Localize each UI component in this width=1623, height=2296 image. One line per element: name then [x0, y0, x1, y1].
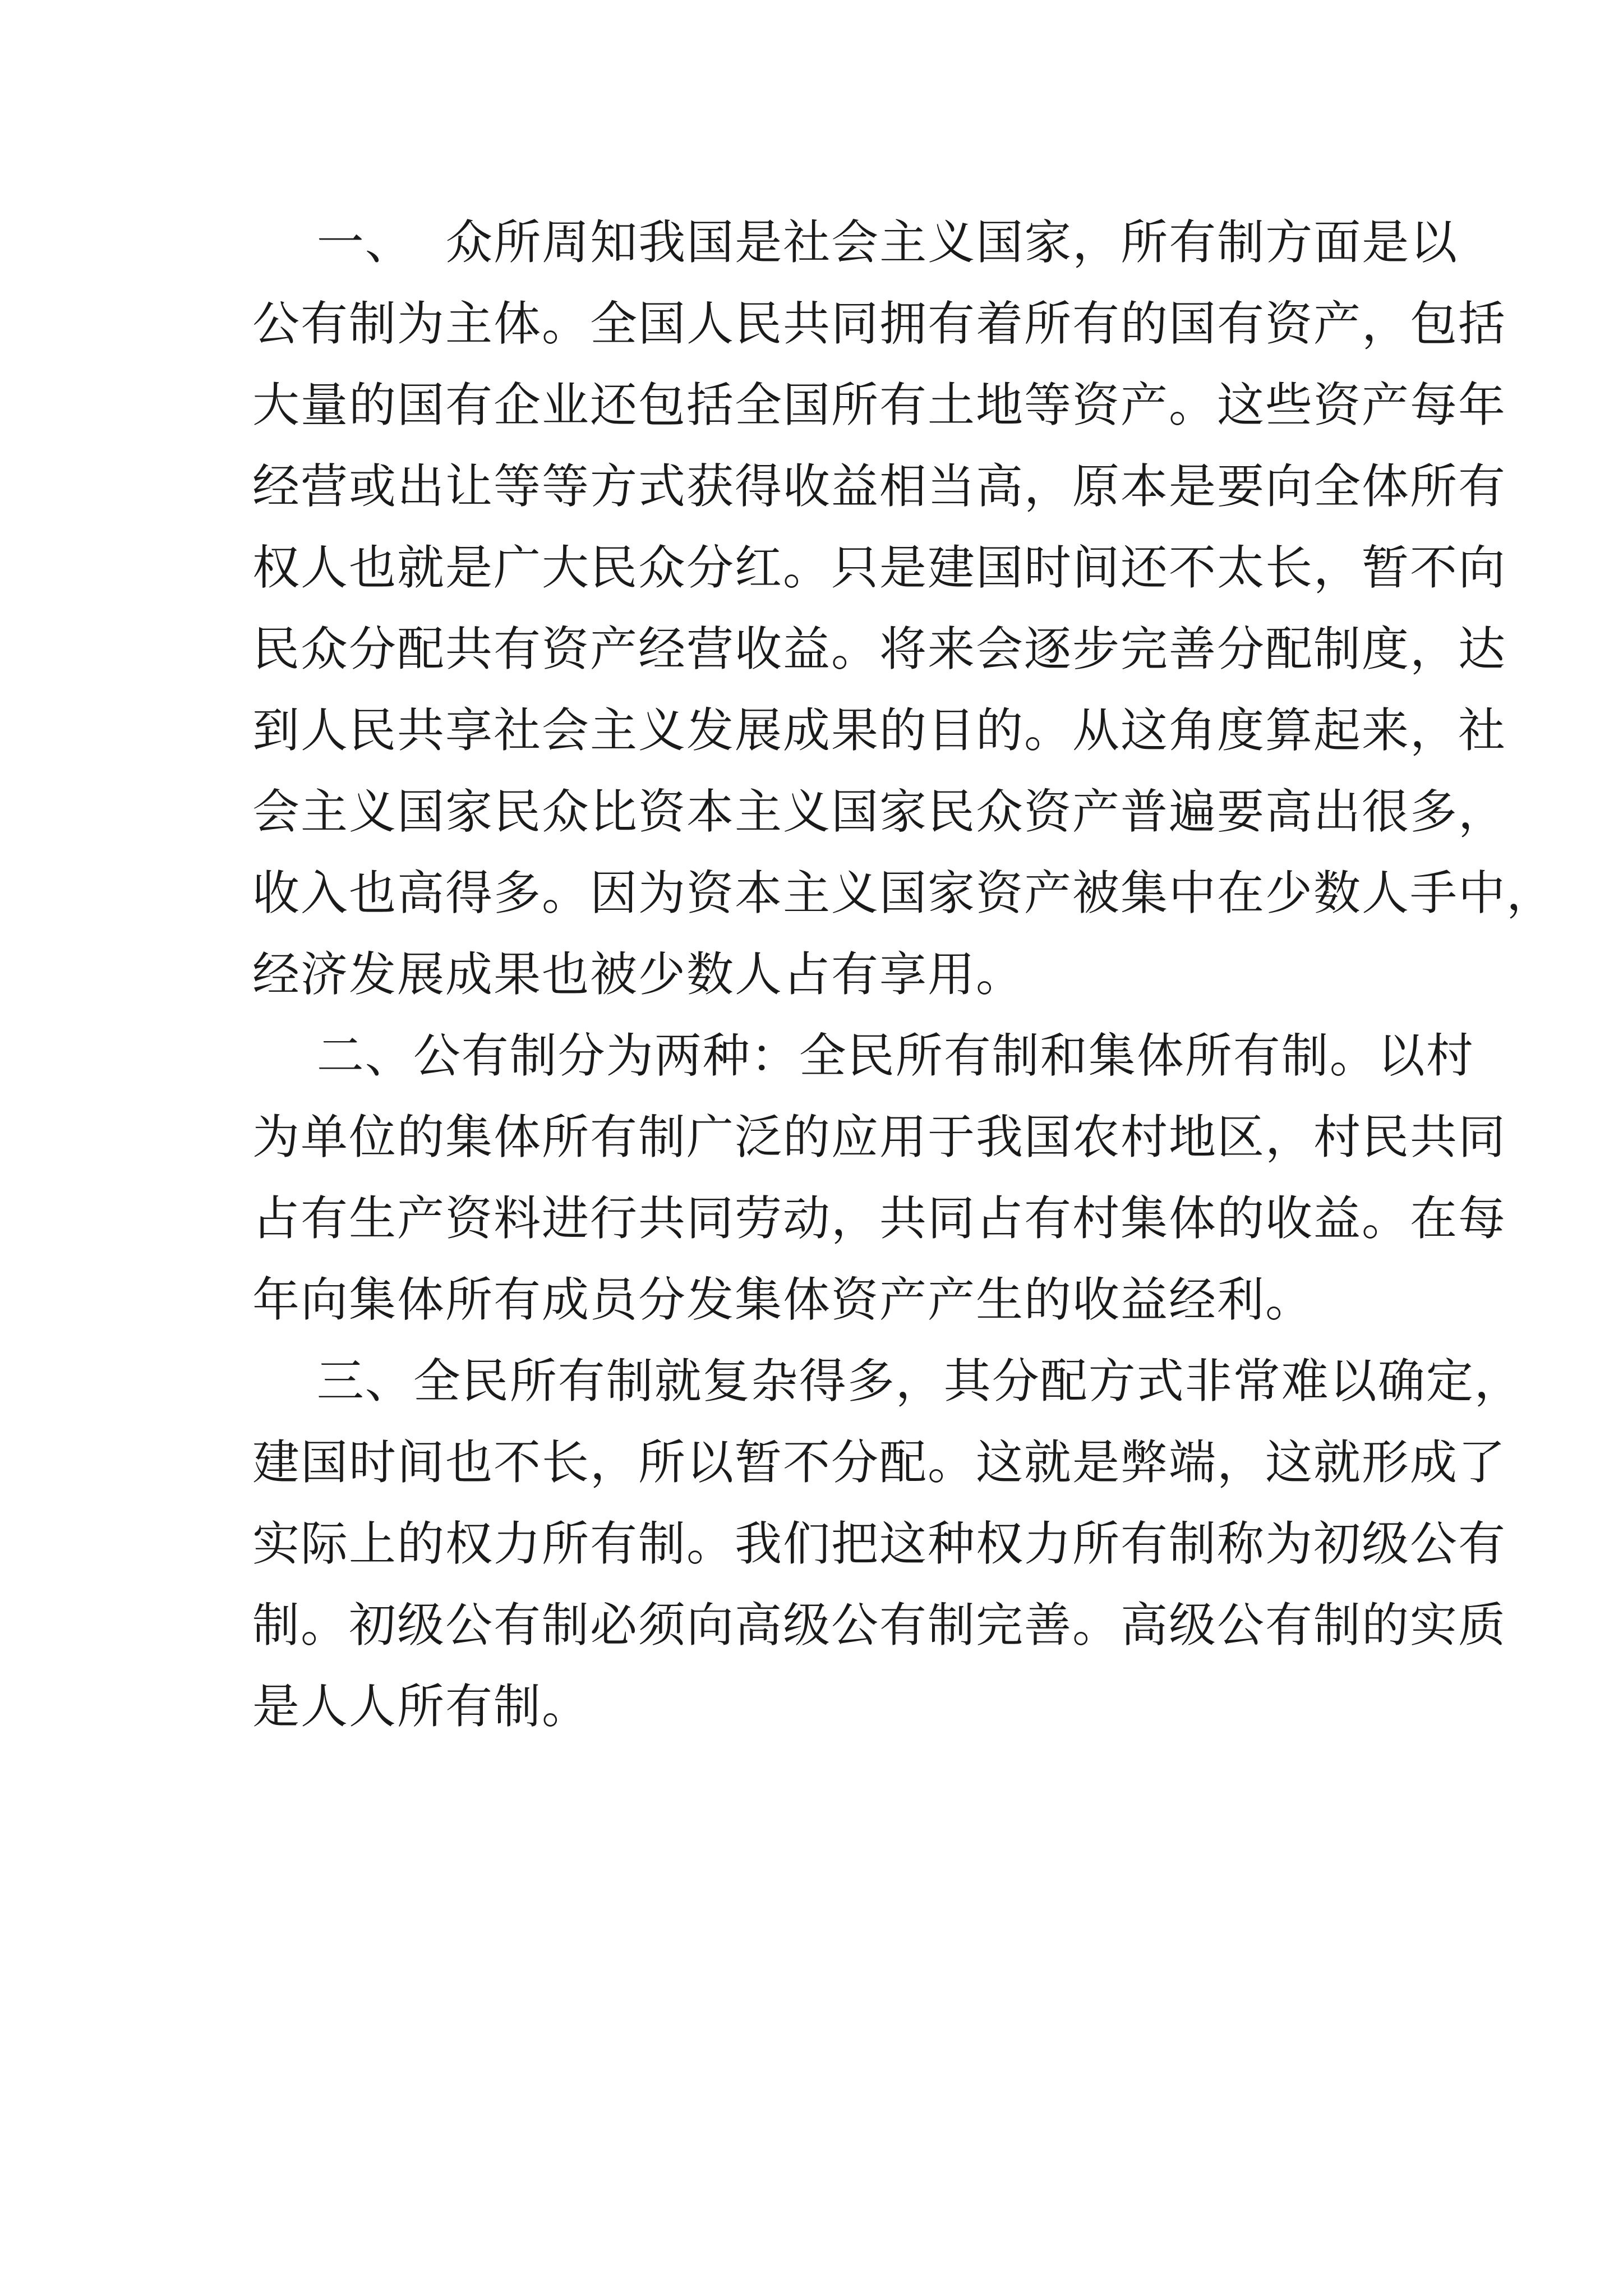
text-line: 权人也就是广大民众分红。只是建国时间还不太长，暂不向: [252, 540, 1507, 595]
text-line: 建国时间也不长，所以暂不分配。这就是弊端，这就形成了: [252, 1435, 1507, 1490]
paragraph-1: [252, 202, 1555, 1015]
text-line: 公有制为主体。全国人民共同拥有着所有的国有资产，包括: [252, 296, 1507, 351]
text-line: 制。初级公有制必须向高级公有制完善。高级公有制的实质: [252, 1598, 1507, 1653]
text-line: 到人民共享社会主义发展成果的目的。从这角度算起来，社: [252, 703, 1507, 758]
text-line: 占有生产资料进行共同劳动，共同占有村集体的收益。在每: [252, 1191, 1507, 1246]
text-line: 经济发展成果也被少数人占有享用。: [252, 947, 1025, 1002]
text-line: 二、公有制分为两种：全民所有制和集体所有制。以村: [252, 1028, 1474, 1083]
text-line: 民众分配共有资产经营收益。将来会逐步完善分配制度，达: [252, 622, 1507, 677]
paragraph-2: [252, 1015, 1507, 1341]
text-line: 年向集体所有成员分发集体资产产生的收益经利。: [252, 1272, 1314, 1327]
text-line: 为单位的集体所有制广泛的应用于我国农村地区，村民共同: [252, 1110, 1507, 1165]
text-line: 是人人所有制。: [252, 1679, 591, 1734]
paragraph-3: [252, 1341, 1523, 1747]
text-line: 会主义国家民众比资本主义国家民众资产普遍要高出很多，: [252, 784, 1507, 839]
document-body: [252, 202, 1555, 1747]
text-line: 三、全民所有制就复杂得多，其分配方式非常难以确定，: [252, 1354, 1523, 1409]
text-line: 收入也高得多。因为资本主义国家资产被集中在少数人手中，: [252, 866, 1555, 921]
text-line: 大量的国有企业还包括全国所有土地等资产。这些资产每年: [252, 378, 1507, 432]
text-line: 一、 众所周知我国是社会主义国家，所有制方面是以: [252, 215, 1459, 270]
text-line: 经营或出让等等方式获得收益相当高，原本是要向全体所有: [252, 459, 1507, 514]
text-line: 实际上的权力所有制。我们把这种权力所有制称为初级公有: [252, 1516, 1507, 1571]
